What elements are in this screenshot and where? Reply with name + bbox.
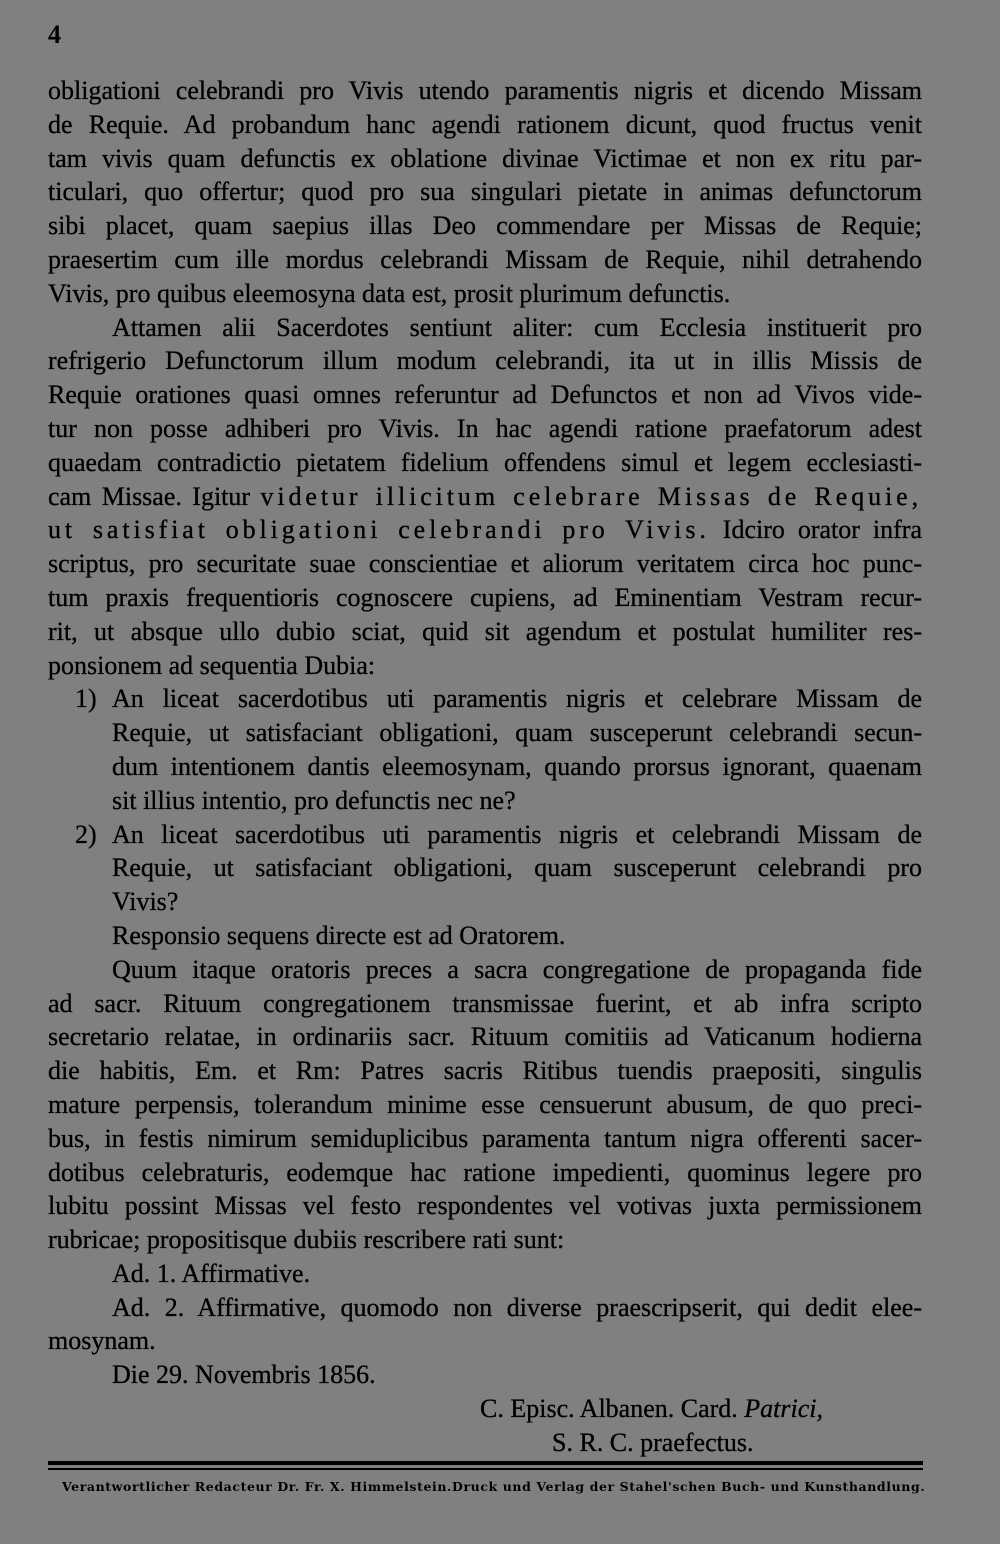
paragraph — [48, 311, 922, 683]
text-line — [48, 1020, 922, 1054]
line-text: secretario relatae, in ordinariis sacr. Rituum comitiis ad Vaticanum hodierna — [48, 1022, 922, 1052]
text-line — [48, 1257, 922, 1291]
text-line — [48, 851, 922, 885]
paragraph — [48, 74, 922, 311]
text-line — [48, 615, 922, 649]
text-line — [48, 1156, 922, 1190]
line-text: rit, ut absque ullo dubio sciat, quid sit agendum et postulat humiliter res- — [48, 616, 922, 646]
text-line — [48, 1324, 922, 1358]
text-line — [48, 1223, 922, 1257]
line-text: sibi placet, quam saepius illas Deo commendare per Missas de Requie; — [48, 211, 922, 241]
text-line — [48, 1291, 922, 1325]
text-line — [48, 74, 922, 108]
line-text: praesertim cum ille mordus celebrandi Missam de Requie, nihil detrahendo — [48, 244, 922, 274]
line-text: Requie, ut satisfaciant obligationi, quam susceperunt celebrandi pro — [112, 853, 922, 883]
line-text: dum intentionem dantis eleemosynam, quando prorsus ignorant, quaenam — [112, 751, 922, 781]
text-line — [48, 716, 922, 750]
imprint-footer — [62, 1479, 926, 1494]
line-text: Die 29. Novembris 1856. — [112, 1360, 376, 1390]
line-text: de Requie. Ad probandum hanc agendi rationem dicunt, quod fructus venit — [48, 109, 922, 139]
text-line — [48, 209, 922, 243]
line-text: Requie, ut satisfaciant obligationi, quam susceperunt celebrandi secun- — [112, 718, 922, 748]
line-text: An liceat sacerdotibus uti paramentis nigris et celebrandi Missam de — [112, 819, 922, 849]
text-line — [48, 784, 922, 818]
line-text: lubitu possint Missas vel festo respondentes vel votivas juxta permissionem — [48, 1191, 922, 1221]
text-line — [48, 412, 922, 446]
line-text: refrigerio Defunctorum illum modum celebrandi, ita ut in illis Missis de — [48, 346, 922, 376]
publisher-imprint: Druck und Verlag der Stahel'schen Buch- und Kunsthandlung. — [452, 1479, 926, 1494]
text-line — [48, 1392, 922, 1426]
dubium-item — [48, 818, 922, 919]
footer-rule-thin — [48, 1468, 923, 1470]
dubium-item — [48, 682, 922, 817]
text-line — [48, 480, 922, 514]
line-text: dotibus celebraturis, eodemque hac ratione impedienti, quominus legere pro — [48, 1157, 922, 1187]
line-text: ponsionem ad sequentia Dubia: — [48, 650, 376, 680]
dubium-number: 1) — [75, 684, 97, 714]
paragraph — [48, 953, 922, 1257]
line-text: obligationi celebrandi pro Vivis utendo paramentis nigris et dicendo Missam — [48, 76, 922, 105]
line-text: Ad. 2. Affirmative, quomodo non diverse praescripserit, qui dedit elee- — [112, 1292, 922, 1322]
text-line — [48, 649, 922, 683]
text-line — [48, 277, 922, 311]
line-text: scriptus, pro securitate suae conscientiae et aliorum veritatem circa hoc punc- — [48, 549, 922, 579]
line-text: Responsio sequens directe est ad Oratorem. — [112, 920, 566, 950]
body-text — [48, 74, 922, 1460]
text-line — [48, 919, 922, 953]
text-line — [48, 1358, 922, 1392]
line-text: C. Episc. Albanen. Card. — [480, 1394, 745, 1424]
paragraph — [48, 1291, 922, 1359]
text-line — [48, 953, 922, 987]
line-text: S. R. C. praefectus. — [552, 1427, 754, 1457]
line-text: Ad. 1. Affirmative. — [112, 1258, 311, 1288]
text-line — [48, 682, 922, 716]
line-text: An liceat sacerdotibus uti paramentis nigris et celebrare Missam de — [112, 684, 922, 714]
line-text: ad sacr. Rituum congregationem transmissae fuerint, et ab infra scripto — [48, 988, 922, 1018]
text-line — [48, 1088, 922, 1122]
text-line — [48, 378, 922, 412]
line-text: mosynam. — [48, 1326, 156, 1356]
line-text: Attamen alii Sacerdotes sentiunt aliter: cum Ecclesia instituerit pro — [112, 312, 922, 342]
text-line — [48, 547, 922, 581]
signature-block — [48, 1392, 922, 1460]
text-line — [48, 987, 922, 1021]
line-text: Idciro orator infra — [709, 515, 922, 545]
text-line — [48, 311, 922, 345]
text-line — [48, 513, 922, 547]
text-line — [48, 243, 922, 277]
line-text: bus, in festis nimirum semiduplicibus paramenta tantum nigra offerenti sacer- — [48, 1123, 922, 1153]
spaced-emphasis: videtur illicitum celebrare Missas de Requie, — [260, 481, 922, 511]
responsible-editor-imprint: Verantwortlicher Redacteur Dr. Fr. X. Himmelstein. — [62, 1479, 452, 1494]
line-text: Vivis? — [112, 887, 179, 917]
dubium-number: 2) — [75, 819, 97, 849]
line-text: tam vivis quam defunctis ex oblatione divinae Victimae et non ex ritu par- — [48, 143, 922, 173]
text-line — [48, 1426, 922, 1460]
paragraph — [48, 1257, 922, 1291]
line-text: Vivis, pro quibus eleemosyna data est, prosit plurimum defunctis. — [48, 278, 731, 308]
text-line — [48, 344, 922, 378]
line-text: die habitis, Em. et Rm: Patres sacris Ritibus tuendis praepositi, singulis — [48, 1056, 922, 1086]
line-text: tum praxis frequentioris cognoscere cupiens, ad Eminentiam Vestram recur- — [48, 582, 922, 612]
text-line — [48, 818, 922, 852]
signatory-name: Patrici, — [744, 1394, 824, 1424]
line-text: sit illius intentio, pro defunctis nec ne? — [112, 785, 516, 815]
paragraph — [48, 1358, 922, 1392]
line-text: mature perpensis, tolerandum minime esse censuerunt abusum, de quo preci- — [48, 1089, 922, 1119]
text-line — [48, 108, 922, 142]
text-line — [48, 142, 922, 176]
paragraph — [48, 919, 922, 953]
line-text: Quum itaque oratoris preces a sacra congregatione de propaganda fide — [112, 954, 922, 984]
spaced-emphasis: ut satisfiat obligationi celebrandi pro Vivis. — [48, 515, 710, 545]
line-text: tur non posse adhiberi pro Vivis. In hac agendi ratione praefatorum adest — [48, 413, 922, 443]
line-text: quaedam contradictio pietatem fidelium offendens simul et legem ecclesiasti- — [48, 447, 922, 477]
text-line — [48, 885, 922, 919]
page-number: 4 — [48, 20, 61, 49]
line-text: rubricae; propositisque dubiis rescribere rati sunt: — [48, 1225, 565, 1255]
text-line — [48, 750, 922, 784]
line-text: cam Missae. Igitur — [48, 481, 261, 511]
line-text: Requie orationes quasi omnes referuntur ad Defunctos et non ad Vivos vide- — [48, 380, 922, 410]
text-line — [48, 581, 922, 615]
text-line — [48, 446, 922, 480]
line-text: ticulari, quo offertur; quod pro sua singulari pietate in animas defunctorum — [48, 177, 922, 207]
text-line — [48, 1122, 922, 1156]
footer-rule-thick — [48, 1461, 923, 1465]
text-line — [48, 175, 922, 209]
text-line — [48, 1189, 922, 1223]
text-line — [48, 1054, 922, 1088]
